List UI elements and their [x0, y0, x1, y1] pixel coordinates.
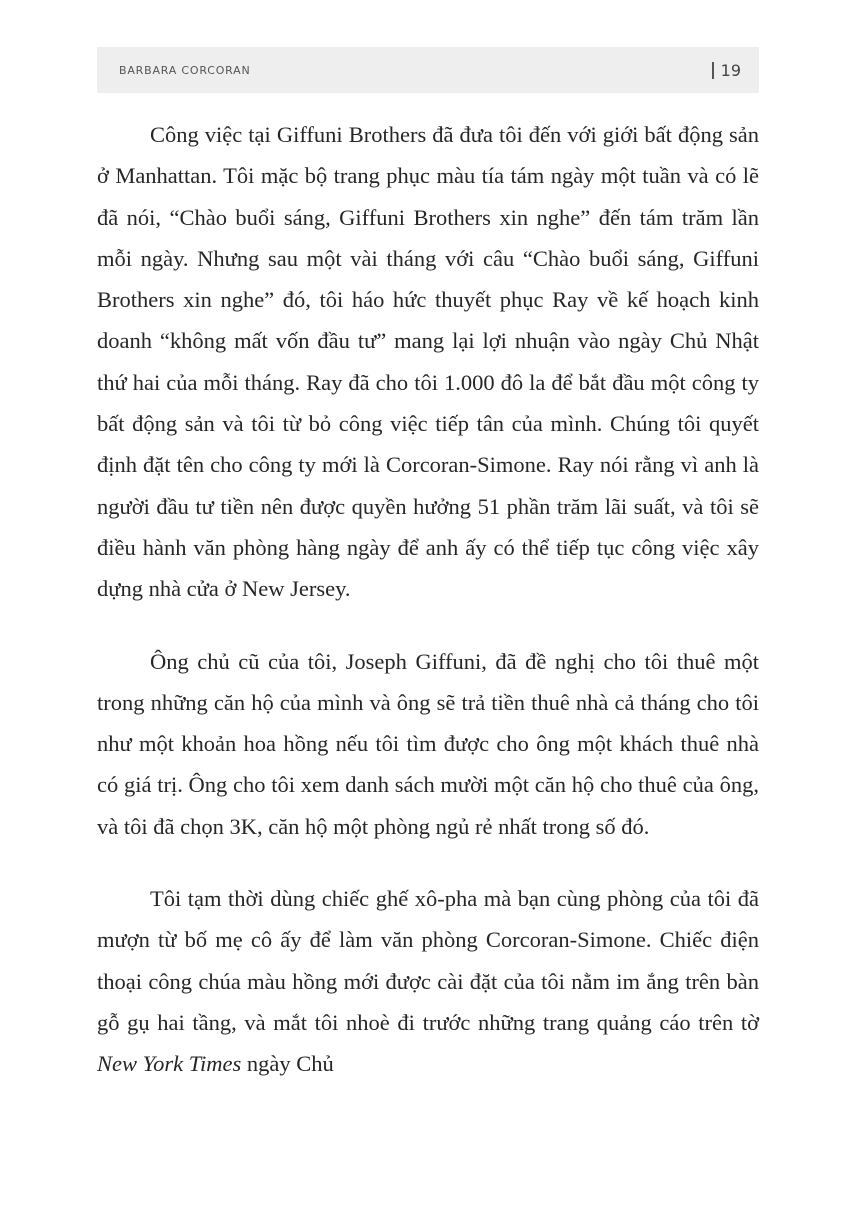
page-number: 19 — [720, 60, 741, 80]
paragraph-1: Công việc tại Giffuni Brothers đã đưa tôi đến với giới bất động sản ở Manhattan. Tôi mặc bộ trang phục màu tía tám ngày một tuần và có lẽ đã nói, “Chào buổi sáng, Giffuni Brothers xin nghe” đến tám trăm lần mỗi ngày. Nhưng sau một vài tháng với câu “Chào buổi sáng, Giffuni Brothers xin nghe” đó, tôi háo hức thuyết phục Ray về kế hoạch kinh doanh “không mất vốn đầu tư” mang lại lợi nhuận vào ngày Chủ Nhật thứ hai của mỗi tháng. Ray đã cho tôi 1.000 đô la để bắt đầu một công ty bất động sản và tôi từ bỏ công việc tiếp tân của mình. Chúng tôi quyết định đặt tên cho công ty mới là Corcoran-Simone. Ray nói rằng vì anh là người đầu tư tiền nên được quyền hưởng 51 phần trăm lãi suất, và tôi sẽ điều hành văn phòng hàng ngày để anh ấy có thể tiếp tục công việc xây dựng nhà cửa ở New Jersey. — [97, 122, 759, 602]
paragraph-2: Ông chủ cũ của tôi, Joseph Giffuni, đã đề nghị cho tôi thuê một trong những căn hộ của mình và ông sẽ trả tiền thuê nhà cả tháng cho tôi như một khoản hoa hồng nếu tôi tìm được cho ông một khách thuê nhà có giá trị. Ông cho tôi xem danh sách mười một căn hộ cho thuê của ông, và tôi đã chọn 3K, căn hộ một phòng ngủ rẻ nhất trong số đó. — [97, 648, 759, 839]
paragraph-3-text-start: Tôi tạm thời dùng chiếc ghế xô-pha mà bạn cùng phòng của tôi đã mượn từ bố mẹ cô ấy để làm văn phòng Corcoran-Simone. Chiếc điện thoại công chúa màu hồng mới được cài đặt của tôi nằm im ắng trên bàn gỗ gụ hai tầng, và mắt tôi nhoè đi trước những trang quảng cáo trên tờ — [97, 886, 759, 1035]
paragraph-3-text-end: ngày Chủ — [241, 1051, 334, 1077]
header-page-group — [712, 61, 741, 80]
paragraph-3 — [97, 878, 759, 1084]
running-header — [97, 47, 759, 93]
publication-title: New York Times — [97, 1051, 242, 1077]
header-author: BARBARA CORCORAN — [119, 63, 251, 77]
body-text — [97, 114, 759, 1085]
header-divider — [712, 62, 714, 79]
